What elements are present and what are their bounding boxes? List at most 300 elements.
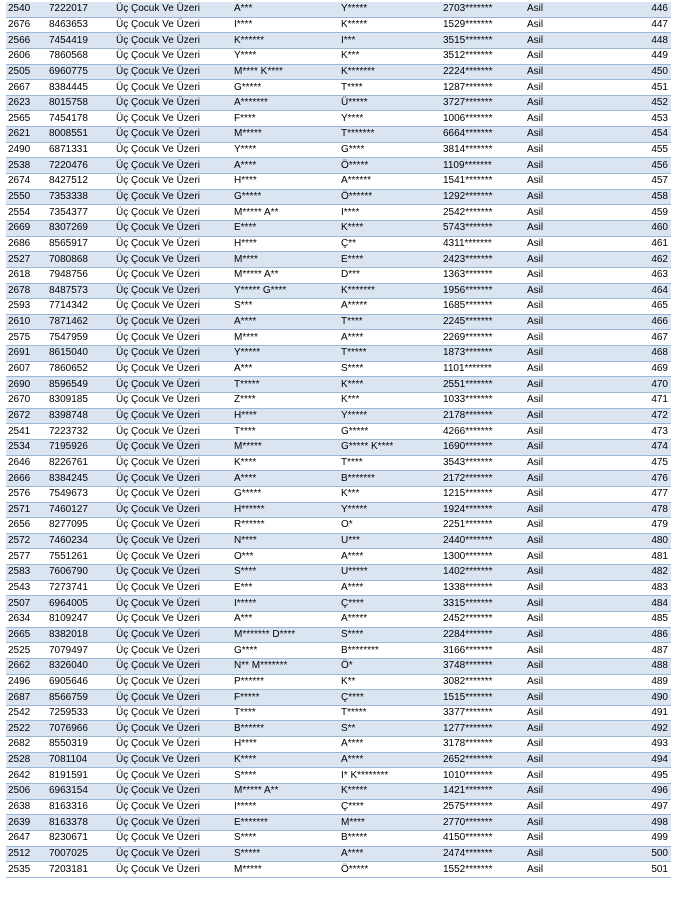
table-row <box>6 627 671 643</box>
first-name-cell: H**** <box>232 408 339 424</box>
rank-cell: 498 <box>620 815 671 831</box>
category-cell: Üç Çocuk Ve Üzeri <box>114 299 232 315</box>
row-id-cell: 2538 <box>6 158 47 174</box>
rank-cell: 488 <box>620 658 671 674</box>
last-name-cell: Ö***** <box>339 862 441 878</box>
first-name-cell: A**** <box>232 158 339 174</box>
rank-cell: 480 <box>620 533 671 549</box>
table-row <box>6 690 671 706</box>
first-name-cell: E*** <box>232 580 339 596</box>
row-id-cell: 2687 <box>6 690 47 706</box>
row-id-cell: 2667 <box>6 80 47 96</box>
rank-cell: 478 <box>620 502 671 518</box>
table-row <box>6 799 671 815</box>
category-cell: Üç Çocuk Ve Üzeri <box>114 64 232 80</box>
rank-cell: 501 <box>620 862 671 878</box>
masked-id-cell: 4266******* <box>441 424 525 440</box>
category-cell: Üç Çocuk Ve Üzeri <box>114 48 232 64</box>
first-name-cell: O*** <box>232 549 339 565</box>
table-row <box>6 518 671 534</box>
category-cell: Üç Çocuk Ve Üzeri <box>114 127 232 143</box>
masked-id-cell: 6664******* <box>441 127 525 143</box>
status-cell: Asil <box>525 330 620 346</box>
application-no-cell: 7354377 <box>47 205 114 221</box>
category-cell: Üç Çocuk Ve Üzeri <box>114 580 232 596</box>
rank-cell: 477 <box>620 486 671 502</box>
category-cell: Üç Çocuk Ve Üzeri <box>114 346 232 362</box>
last-name-cell: K** <box>339 674 441 690</box>
first-name-cell: Y**** <box>232 142 339 158</box>
status-cell: Asil <box>525 658 620 674</box>
category-cell: Üç Çocuk Ve Üzeri <box>114 549 232 565</box>
category-cell: Üç Çocuk Ve Üzeri <box>114 220 232 236</box>
rank-cell: 487 <box>620 643 671 659</box>
masked-id-cell: 3748******* <box>441 658 525 674</box>
first-name-cell: Y***** G**** <box>232 283 339 299</box>
table-row <box>6 220 671 236</box>
first-name-cell: F**** <box>232 111 339 127</box>
masked-id-cell: 1338******* <box>441 580 525 596</box>
first-name-cell: M***** A** <box>232 267 339 283</box>
first-name-cell: E**** <box>232 220 339 236</box>
applicant-table <box>6 2 671 878</box>
status-cell: Asil <box>525 643 620 659</box>
row-id-cell: 2686 <box>6 236 47 252</box>
row-id-cell: 2669 <box>6 220 47 236</box>
row-id-cell: 2606 <box>6 48 47 64</box>
table-row <box>6 752 671 768</box>
status-cell: Asil <box>525 752 620 768</box>
rank-cell: 471 <box>620 393 671 409</box>
row-id-cell: 2621 <box>6 127 47 143</box>
category-cell: Üç Çocuk Ve Üzeri <box>114 455 232 471</box>
table-row <box>6 48 671 64</box>
masked-id-cell: 2423******* <box>441 252 525 268</box>
row-id-cell: 2623 <box>6 95 47 111</box>
table-row <box>6 815 671 831</box>
table-row <box>6 252 671 268</box>
table-row <box>6 377 671 393</box>
category-cell: Üç Çocuk Ve Üzeri <box>114 330 232 346</box>
status-cell: Asil <box>525 471 620 487</box>
status-cell: Asil <box>525 48 620 64</box>
status-cell: Asil <box>525 283 620 299</box>
last-name-cell: K**** <box>339 377 441 393</box>
status-cell: Asil <box>525 267 620 283</box>
table-row <box>6 408 671 424</box>
row-id-cell: 2665 <box>6 627 47 643</box>
row-id-cell: 2542 <box>6 705 47 721</box>
application-no-cell: 6963154 <box>47 784 114 800</box>
category-cell: Üç Çocuk Ve Üzeri <box>114 862 232 878</box>
last-name-cell: K*** <box>339 393 441 409</box>
first-name-cell: S***** <box>232 846 339 862</box>
table-row <box>6 80 671 96</box>
first-name-cell: G**** <box>232 643 339 659</box>
last-name-cell: A****** <box>339 174 441 190</box>
application-no-cell: 7080868 <box>47 252 114 268</box>
table-row <box>6 283 671 299</box>
last-name-cell: B***** <box>339 830 441 846</box>
row-id-cell: 2642 <box>6 768 47 784</box>
application-no-cell: 8309185 <box>47 393 114 409</box>
category-cell: Üç Çocuk Ve Üzeri <box>114 2 232 17</box>
masked-id-cell: 2474******* <box>441 846 525 862</box>
first-name-cell: H**** <box>232 737 339 753</box>
first-name-cell: K**** <box>232 455 339 471</box>
category-cell: Üç Çocuk Ve Üzeri <box>114 518 232 534</box>
table-row <box>6 596 671 612</box>
rank-cell: 491 <box>620 705 671 721</box>
status-cell: Asil <box>525 361 620 377</box>
row-id-cell: 2690 <box>6 377 47 393</box>
application-no-cell: 7549673 <box>47 486 114 502</box>
table-row <box>6 533 671 549</box>
last-name-cell: G***** <box>339 424 441 440</box>
last-name-cell: B******* <box>339 471 441 487</box>
masked-id-cell: 2575******* <box>441 799 525 815</box>
status-cell: Asil <box>525 518 620 534</box>
application-no-cell: 7081104 <box>47 752 114 768</box>
category-cell: Üç Çocuk Ve Üzeri <box>114 236 232 252</box>
first-name-cell: H****** <box>232 502 339 518</box>
status-cell: Asil <box>525 158 620 174</box>
category-cell: Üç Çocuk Ve Üzeri <box>114 174 232 190</box>
status-cell: Asil <box>525 393 620 409</box>
first-name-cell: A**** <box>232 471 339 487</box>
last-name-cell: Ö***** <box>339 158 441 174</box>
first-name-cell: R****** <box>232 518 339 534</box>
last-name-cell: K******* <box>339 64 441 80</box>
rank-cell: 448 <box>620 33 671 49</box>
category-cell: Üç Çocuk Ve Üzeri <box>114 252 232 268</box>
application-no-cell: 7222017 <box>47 2 114 17</box>
row-id-cell: 2607 <box>6 361 47 377</box>
last-name-cell: K*** <box>339 48 441 64</box>
masked-id-cell: 2551******* <box>441 377 525 393</box>
masked-id-cell: 1277******* <box>441 721 525 737</box>
first-name-cell: M******* D**** <box>232 627 339 643</box>
category-cell: Üç Çocuk Ve Üzeri <box>114 721 232 737</box>
rank-cell: 470 <box>620 377 671 393</box>
status-cell: Asil <box>525 486 620 502</box>
table-row <box>6 142 671 158</box>
rank-cell: 481 <box>620 549 671 565</box>
first-name-cell: M***** A** <box>232 784 339 800</box>
rank-cell: 492 <box>620 721 671 737</box>
application-no-cell: 7454419 <box>47 33 114 49</box>
table-row <box>6 330 671 346</box>
masked-id-cell: 2652******* <box>441 752 525 768</box>
last-name-cell: T**** <box>339 80 441 96</box>
category-cell: Üç Çocuk Ve Üzeri <box>114 705 232 721</box>
category-cell: Üç Çocuk Ve Üzeri <box>114 627 232 643</box>
last-name-cell: A***** <box>339 611 441 627</box>
masked-id-cell: 4150******* <box>441 830 525 846</box>
last-name-cell: Ü***** <box>339 95 441 111</box>
first-name-cell: S**** <box>232 565 339 581</box>
rank-cell: 482 <box>620 565 671 581</box>
table-row <box>6 830 671 846</box>
rank-cell: 490 <box>620 690 671 706</box>
first-name-cell: A******* <box>232 95 339 111</box>
category-cell: Üç Çocuk Ve Üzeri <box>114 658 232 674</box>
rank-cell: 463 <box>620 267 671 283</box>
application-no-cell: 7454178 <box>47 111 114 127</box>
table-row <box>6 174 671 190</box>
masked-id-cell: 3727******* <box>441 95 525 111</box>
last-name-cell: A**** <box>339 580 441 596</box>
first-name-cell: A**** <box>232 314 339 330</box>
status-cell: Asil <box>525 17 620 33</box>
rank-cell: 493 <box>620 737 671 753</box>
status-cell: Asil <box>525 314 620 330</box>
row-id-cell: 2634 <box>6 611 47 627</box>
first-name-cell: I***** <box>232 799 339 815</box>
row-id-cell: 2676 <box>6 17 47 33</box>
row-id-cell: 2593 <box>6 299 47 315</box>
table-row <box>6 424 671 440</box>
status-cell: Asil <box>525 142 620 158</box>
row-id-cell: 2674 <box>6 174 47 190</box>
application-no-cell: 7551261 <box>47 549 114 565</box>
status-cell: Asil <box>525 299 620 315</box>
status-cell: Asil <box>525 674 620 690</box>
masked-id-cell: 1690******* <box>441 439 525 455</box>
first-name-cell: K**** <box>232 752 339 768</box>
table-row <box>6 205 671 221</box>
masked-id-cell: 3315******* <box>441 596 525 612</box>
masked-id-cell: 3512******* <box>441 48 525 64</box>
category-cell: Üç Çocuk Ve Üzeri <box>114 690 232 706</box>
last-name-cell: G***** K**** <box>339 439 441 455</box>
table-row <box>6 158 671 174</box>
rank-cell: 473 <box>620 424 671 440</box>
category-cell: Üç Çocuk Ve Üzeri <box>114 533 232 549</box>
application-no-cell: 7273741 <box>47 580 114 596</box>
masked-id-cell: 2245******* <box>441 314 525 330</box>
row-id-cell: 2571 <box>6 502 47 518</box>
row-id-cell: 2678 <box>6 283 47 299</box>
last-name-cell: Ç**** <box>339 690 441 706</box>
status-cell: Asil <box>525 815 620 831</box>
masked-id-cell: 2224******* <box>441 64 525 80</box>
masked-id-cell: 3814******* <box>441 142 525 158</box>
last-name-cell: Y***** <box>339 408 441 424</box>
masked-id-cell: 1109******* <box>441 158 525 174</box>
last-name-cell: A**** <box>339 737 441 753</box>
table-row <box>6 299 671 315</box>
table-row <box>6 267 671 283</box>
table-row <box>6 549 671 565</box>
rank-cell: 456 <box>620 158 671 174</box>
category-cell: Üç Çocuk Ve Üzeri <box>114 846 232 862</box>
last-name-cell: Y**** <box>339 111 441 127</box>
row-id-cell: 2662 <box>6 658 47 674</box>
table-row <box>6 674 671 690</box>
rank-cell: 479 <box>620 518 671 534</box>
status-cell: Asil <box>525 580 620 596</box>
masked-id-cell: 1010******* <box>441 768 525 784</box>
table-row <box>6 95 671 111</box>
table-row <box>6 439 671 455</box>
row-id-cell: 2638 <box>6 799 47 815</box>
last-name-cell: Y***** <box>339 502 441 518</box>
last-name-cell: T******* <box>339 127 441 143</box>
category-cell: Üç Çocuk Ve Üzeri <box>114 752 232 768</box>
last-name-cell: O* <box>339 518 441 534</box>
status-cell: Asil <box>525 502 620 518</box>
first-name-cell: G***** <box>232 486 339 502</box>
row-id-cell: 2618 <box>6 267 47 283</box>
status-cell: Asil <box>525 799 620 815</box>
masked-id-cell: 2284******* <box>441 627 525 643</box>
first-name-cell: T**** <box>232 424 339 440</box>
category-cell: Üç Çocuk Ve Üzeri <box>114 471 232 487</box>
table-row <box>6 314 671 330</box>
table-row <box>6 565 671 581</box>
application-no-cell: 8109247 <box>47 611 114 627</box>
category-cell: Üç Çocuk Ve Üzeri <box>114 283 232 299</box>
status-cell: Asil <box>525 2 620 17</box>
last-name-cell: S**** <box>339 361 441 377</box>
application-no-cell: 8384445 <box>47 80 114 96</box>
row-id-cell: 2527 <box>6 252 47 268</box>
last-name-cell: K***** <box>339 784 441 800</box>
category-cell: Üç Çocuk Ve Üzeri <box>114 267 232 283</box>
rank-cell: 500 <box>620 846 671 862</box>
application-no-cell: 6960775 <box>47 64 114 80</box>
status-cell: Asil <box>525 220 620 236</box>
category-cell: Üç Çocuk Ve Üzeri <box>114 565 232 581</box>
status-cell: Asil <box>525 737 620 753</box>
application-no-cell: 7223732 <box>47 424 114 440</box>
rank-cell: 494 <box>620 752 671 768</box>
row-id-cell: 2656 <box>6 518 47 534</box>
masked-id-cell: 1006******* <box>441 111 525 127</box>
application-no-cell: 8550319 <box>47 737 114 753</box>
row-id-cell: 2566 <box>6 33 47 49</box>
application-no-cell: 7203181 <box>47 862 114 878</box>
last-name-cell: T**** <box>339 314 441 330</box>
application-no-cell: 8566759 <box>47 690 114 706</box>
rank-cell: 467 <box>620 330 671 346</box>
first-name-cell: Y**** <box>232 48 339 64</box>
application-no-cell: 7195926 <box>47 439 114 455</box>
table-body <box>6 2 671 877</box>
last-name-cell: Ö* <box>339 658 441 674</box>
row-id-cell: 2682 <box>6 737 47 753</box>
rank-cell: 499 <box>620 830 671 846</box>
masked-id-cell: 2703******* <box>441 2 525 17</box>
row-id-cell: 2534 <box>6 439 47 455</box>
rank-cell: 450 <box>620 64 671 80</box>
application-no-cell: 6905646 <box>47 674 114 690</box>
rank-cell: 449 <box>620 48 671 64</box>
masked-id-cell: 2452******* <box>441 611 525 627</box>
masked-id-cell: 3082******* <box>441 674 525 690</box>
status-cell: Asil <box>525 768 620 784</box>
table-row <box>6 768 671 784</box>
row-id-cell: 2575 <box>6 330 47 346</box>
first-name-cell: F***** <box>232 690 339 706</box>
category-cell: Üç Çocuk Ve Üzeri <box>114 111 232 127</box>
category-cell: Üç Çocuk Ve Üzeri <box>114 611 232 627</box>
last-name-cell: S** <box>339 721 441 737</box>
last-name-cell: K***** <box>339 17 441 33</box>
status-cell: Asil <box>525 346 620 362</box>
category-cell: Üç Çocuk Ve Üzeri <box>114 33 232 49</box>
status-cell: Asil <box>525 611 620 627</box>
application-no-cell: 8226761 <box>47 455 114 471</box>
first-name-cell: M***** <box>232 127 339 143</box>
row-id-cell: 2672 <box>6 408 47 424</box>
category-cell: Üç Çocuk Ve Üzeri <box>114 95 232 111</box>
application-no-cell: 6964005 <box>47 596 114 612</box>
status-cell: Asil <box>525 549 620 565</box>
application-no-cell: 7220476 <box>47 158 114 174</box>
row-id-cell: 2554 <box>6 205 47 221</box>
status-cell: Asil <box>525 377 620 393</box>
masked-id-cell: 3377******* <box>441 705 525 721</box>
table-row <box>6 471 671 487</box>
category-cell: Üç Çocuk Ve Üzeri <box>114 377 232 393</box>
last-name-cell: G**** <box>339 142 441 158</box>
category-cell: Üç Çocuk Ve Üzeri <box>114 189 232 205</box>
category-cell: Üç Çocuk Ve Üzeri <box>114 643 232 659</box>
table-row <box>6 580 671 596</box>
application-no-cell: 8382018 <box>47 627 114 643</box>
category-cell: Üç Çocuk Ve Üzeri <box>114 393 232 409</box>
first-name-cell: A*** <box>232 361 339 377</box>
first-name-cell: T**** <box>232 705 339 721</box>
last-name-cell: Ö****** <box>339 189 441 205</box>
rank-cell: 472 <box>620 408 671 424</box>
masked-id-cell: 1956******* <box>441 283 525 299</box>
application-no-cell: 8384245 <box>47 471 114 487</box>
status-cell: Asil <box>525 596 620 612</box>
status-cell: Asil <box>525 424 620 440</box>
application-no-cell: 8307269 <box>47 220 114 236</box>
row-id-cell: 2550 <box>6 189 47 205</box>
application-no-cell: 7860568 <box>47 48 114 64</box>
rank-cell: 454 <box>620 127 671 143</box>
row-id-cell: 2576 <box>6 486 47 502</box>
row-id-cell: 2583 <box>6 565 47 581</box>
masked-id-cell: 2178******* <box>441 408 525 424</box>
rank-cell: 495 <box>620 768 671 784</box>
masked-id-cell: 2542******* <box>441 205 525 221</box>
status-cell: Asil <box>525 252 620 268</box>
rank-cell: 469 <box>620 361 671 377</box>
rank-cell: 457 <box>620 174 671 190</box>
rank-cell: 489 <box>620 674 671 690</box>
rank-cell: 460 <box>620 220 671 236</box>
table-row <box>6 236 671 252</box>
table-row <box>6 111 671 127</box>
masked-id-cell: 1541******* <box>441 174 525 190</box>
row-id-cell: 2577 <box>6 549 47 565</box>
application-no-cell: 8398748 <box>47 408 114 424</box>
last-name-cell: T***** <box>339 346 441 362</box>
masked-id-cell: 3515******* <box>441 33 525 49</box>
row-id-cell: 2541 <box>6 424 47 440</box>
masked-id-cell: 1924******* <box>441 502 525 518</box>
first-name-cell: S**** <box>232 768 339 784</box>
application-no-cell: 8015758 <box>47 95 114 111</box>
last-name-cell: A**** <box>339 846 441 862</box>
application-no-cell: 8565917 <box>47 236 114 252</box>
